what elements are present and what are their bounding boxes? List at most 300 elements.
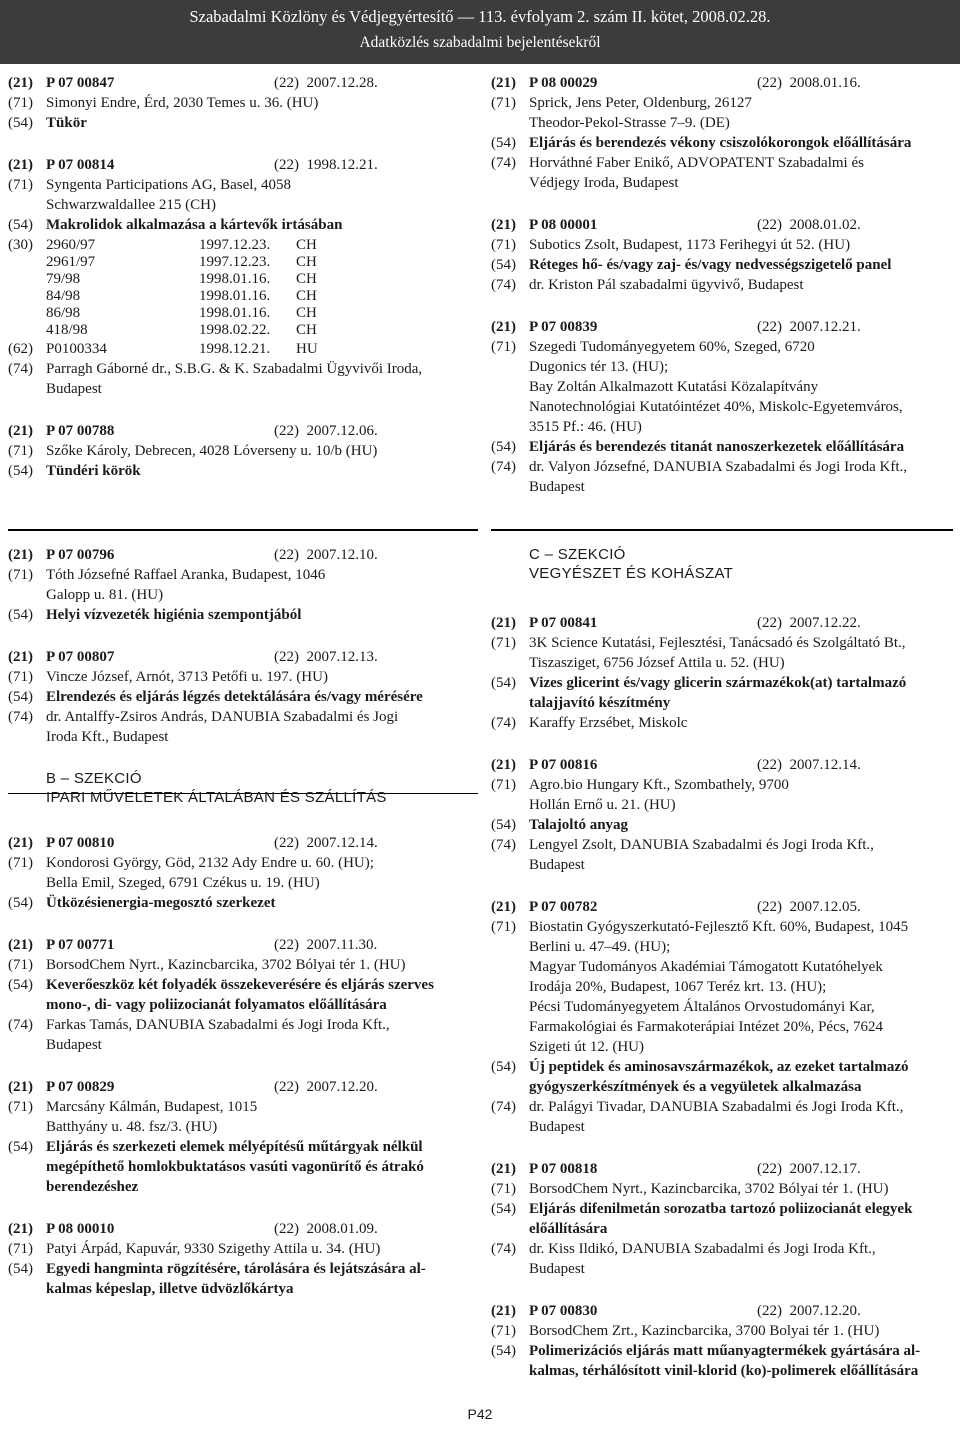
application-number: P 07 00830 bbox=[529, 1303, 598, 1319]
field-row bbox=[491, 133, 960, 153]
field-row bbox=[491, 673, 960, 713]
field-row bbox=[491, 917, 960, 1057]
patent-entry bbox=[8, 833, 478, 913]
filing-date: 2007.12.05. bbox=[789, 899, 861, 915]
priority-item bbox=[46, 271, 478, 288]
filing-date-group bbox=[274, 157, 378, 173]
field-row bbox=[491, 255, 960, 275]
application-row bbox=[8, 1077, 478, 1097]
field-text bbox=[46, 1239, 478, 1259]
patent-entry bbox=[8, 935, 478, 1055]
field-code: (21) bbox=[8, 157, 33, 173]
application-row bbox=[8, 1219, 478, 1239]
field-code: (22) bbox=[757, 319, 782, 335]
section-name: IPARI MŰVELETEK ÁLTALÁBAN ÉS SZÁLLÍTÁS bbox=[46, 789, 387, 806]
field-code: (54) bbox=[8, 217, 33, 233]
field-row bbox=[491, 275, 960, 295]
field-text bbox=[529, 897, 960, 917]
application-number: P 07 00796 bbox=[46, 547, 115, 563]
application-row bbox=[8, 833, 478, 853]
field-row bbox=[8, 893, 478, 913]
field-row bbox=[491, 1239, 960, 1279]
field-row bbox=[8, 955, 478, 975]
field-line: dr. Valyon Józsefné, DANUBIA Szabadalmi és Jogi Iroda Kft., bbox=[529, 459, 907, 475]
field-line: Budapest bbox=[46, 1037, 102, 1053]
field-line: Helyi vízvezeték higiénia szempontjából bbox=[46, 607, 302, 623]
priority-date: 1998.01.16. bbox=[199, 288, 271, 304]
priority-number: 84/98 bbox=[46, 288, 81, 304]
field-line: Bella Emil, Szeged, 6791 Czékus u. 19. (HU) bbox=[46, 875, 320, 891]
patent-entry bbox=[491, 897, 960, 1137]
field-text bbox=[529, 457, 960, 497]
field-row bbox=[491, 815, 960, 835]
field-code: (54) bbox=[491, 257, 516, 273]
field-code: (71) bbox=[491, 919, 516, 935]
field-code: (54) bbox=[491, 439, 516, 455]
field-line: Egyedi hangminta rögzítésére, tárolására és lejátszására al- bbox=[46, 1261, 426, 1277]
field-row bbox=[8, 175, 478, 215]
field-code: (22) bbox=[274, 547, 299, 563]
field-row bbox=[491, 713, 960, 733]
field-text bbox=[529, 613, 960, 633]
field-text bbox=[529, 1097, 960, 1137]
field-line: Réteges hő- és/vagy zaj- és/vagy nedvességszigetelő panel bbox=[529, 257, 892, 273]
field-line: Subotics Zsolt, Budapest, 1173 Ferihegyi út 52. (HU) bbox=[529, 237, 851, 253]
field-code: (71) bbox=[491, 1323, 516, 1339]
field-line: talajjavító készítmény bbox=[529, 695, 671, 711]
application-row bbox=[491, 613, 960, 633]
field-code: (21) bbox=[8, 1221, 33, 1237]
left-column-bottom bbox=[8, 545, 478, 1321]
field-code: (54) bbox=[8, 977, 33, 993]
field-text bbox=[46, 935, 478, 955]
filing-date-group bbox=[274, 1221, 378, 1237]
patent-entry bbox=[8, 421, 478, 481]
priority-country: CH bbox=[296, 305, 317, 321]
filing-date: 2007.11.30. bbox=[306, 937, 378, 953]
application-row bbox=[8, 155, 478, 175]
filing-date-group bbox=[757, 1303, 861, 1319]
field-code: (74) bbox=[491, 155, 516, 171]
application-row bbox=[8, 73, 478, 93]
field-line: Elrendezés és eljárás légzés detektálására és/vagy mérésére bbox=[46, 689, 423, 705]
field-code: (21) bbox=[491, 899, 516, 915]
field-line: dr. Kiss Ildikó, DANUBIA Szabadalmi és Jogi Iroda Kft., bbox=[529, 1241, 876, 1257]
priority-country: CH bbox=[296, 254, 317, 270]
field-code: (62) bbox=[8, 341, 33, 357]
field-line: Dugonics tér 13. (HU); bbox=[529, 359, 669, 375]
field-line: Schwarzwaldallee 215 (CH) bbox=[46, 197, 216, 213]
field-line: Talajoltó anyag bbox=[529, 817, 629, 833]
field-text bbox=[529, 337, 960, 437]
field-line: Szegedi Tudományegyetem 60%, Szeged, 6720 bbox=[529, 339, 815, 355]
field-code: (22) bbox=[274, 835, 299, 851]
field-text bbox=[46, 545, 478, 565]
field-line: Budapest bbox=[529, 479, 585, 495]
field-text bbox=[529, 275, 960, 295]
field-code: (54) bbox=[491, 675, 516, 691]
field-line: Horváthné Faber Enikő, ADVOPATENT Szabadalmi és bbox=[529, 155, 864, 171]
field-code: (54) bbox=[8, 689, 33, 705]
field-line: Eljárás difenilmetán sorozatba tartozó poliizocianát elegyek bbox=[529, 1201, 913, 1217]
invention-title bbox=[529, 1057, 960, 1097]
right-column-bottom bbox=[491, 545, 960, 1403]
application-number: P 08 00010 bbox=[46, 1221, 115, 1237]
invention-title bbox=[529, 673, 960, 713]
field-code: (54) bbox=[491, 1343, 516, 1359]
field-text bbox=[529, 93, 960, 133]
field-row bbox=[8, 1239, 478, 1259]
field-row bbox=[8, 1137, 478, 1197]
field-row bbox=[8, 565, 478, 605]
filing-date-group bbox=[757, 757, 861, 773]
field-row bbox=[8, 359, 478, 399]
invention-title bbox=[46, 215, 478, 235]
filing-date-group bbox=[757, 1161, 861, 1177]
field-row bbox=[491, 835, 960, 875]
field-line: Tükör bbox=[46, 115, 87, 131]
patent-entry bbox=[491, 215, 960, 295]
invention-title bbox=[46, 461, 478, 481]
application-number: P 07 00814 bbox=[46, 157, 115, 173]
field-text bbox=[46, 833, 478, 853]
application-row bbox=[491, 1301, 960, 1321]
field-code: (21) bbox=[8, 649, 33, 665]
priority-country: CH bbox=[296, 237, 317, 253]
filing-date-group bbox=[274, 1079, 378, 1095]
application-number: P 07 00818 bbox=[529, 1161, 598, 1177]
pct-number: P0100334 bbox=[46, 341, 107, 357]
field-line: Bay Zoltán Alkalmazott Kutatási Közalapítvány bbox=[529, 379, 819, 395]
journal-title: Szabadalmi Közlöny és Védjegyértesítő — 113. évfolyam 2. szám II. kötet, 2008.02.28. bbox=[189, 7, 771, 26]
field-line: Biostatin Gyógyszerkutató-Fejlesztő Kft. 60%, Budapest, 1045 bbox=[529, 919, 909, 935]
field-line: Theodor-Pekol-Strasse 7–9. (DE) bbox=[529, 115, 730, 131]
filing-date: 2007.12.20. bbox=[789, 1303, 861, 1319]
field-code: (21) bbox=[491, 757, 516, 773]
field-row bbox=[491, 153, 960, 193]
field-code: (71) bbox=[491, 339, 516, 355]
field-line: Patyi Árpád, Kapuvár, 9330 Szigethy Attila u. 34. (HU) bbox=[46, 1241, 381, 1257]
application-number: P 08 00029 bbox=[529, 75, 598, 91]
filing-date-group bbox=[757, 75, 861, 91]
filing-date: 2007.12.13. bbox=[306, 649, 378, 665]
application-number: P 07 00829 bbox=[46, 1079, 115, 1095]
field-text bbox=[529, 755, 960, 775]
field-code: (22) bbox=[274, 157, 299, 173]
priority-country: CH bbox=[296, 322, 317, 338]
field-row bbox=[8, 1015, 478, 1055]
field-line: dr. Palágyi Tivadar, DANUBIA Szabadalmi és Jogi Iroda Kft., bbox=[529, 1099, 904, 1115]
field-line: dr. Antalffy-Zsiros András, DANUBIA Szabadalmi és Jogi bbox=[46, 709, 399, 725]
field-code: (71) bbox=[8, 567, 33, 583]
patent-entry bbox=[8, 1077, 478, 1197]
field-line: Hollán Ernő u. 21. (HU) bbox=[529, 797, 676, 813]
field-row bbox=[8, 667, 478, 687]
field-line: Simonyi Endre, Érd, 2030 Temes u. 36. (HU) bbox=[46, 95, 319, 111]
field-code: (22) bbox=[274, 1221, 299, 1237]
application-number: P 07 00816 bbox=[529, 757, 598, 773]
field-line: Lengyel Zsolt, DANUBIA Szabadalmi és Jogi Iroda Kft., bbox=[529, 837, 874, 853]
filing-date: 2007.12.17. bbox=[789, 1161, 861, 1177]
invention-title bbox=[46, 1259, 478, 1299]
patent-entry bbox=[8, 155, 478, 399]
filing-date-group bbox=[274, 423, 378, 439]
field-row bbox=[491, 1179, 960, 1199]
invention-title bbox=[46, 687, 478, 707]
field-line: Szőke Károly, Debrecen, 4028 Lóverseny u. 10/b (HU) bbox=[46, 443, 378, 459]
field-line: Karaffy Erzsébet, Miskolc bbox=[529, 715, 688, 731]
field-line: 3K Science Kutatási, Fejlesztési, Tanácsadó és Szolgáltató Bt., bbox=[529, 635, 906, 651]
field-row bbox=[8, 441, 478, 461]
field-line: Ütközésienergia-megosztó szerkezet bbox=[46, 895, 276, 911]
invention-title bbox=[529, 437, 960, 457]
priority-date: 1997.12.23. bbox=[199, 254, 271, 270]
field-line: Farkas Tamás, DANUBIA Szabadalmi és Jogi Iroda Kft., bbox=[46, 1017, 390, 1033]
filing-date: 2007.12.21. bbox=[789, 319, 861, 335]
field-code: (22) bbox=[757, 1161, 782, 1177]
field-row bbox=[8, 975, 478, 1015]
field-code: (54) bbox=[8, 895, 33, 911]
field-code: (54) bbox=[491, 817, 516, 833]
field-code: (71) bbox=[491, 777, 516, 793]
field-code: (54) bbox=[8, 115, 33, 131]
field-line: Nanotechnológiai Kutatóintézet 40%, Miskolc-Egyetemváros, bbox=[529, 399, 903, 415]
field-line: Új peptidek és aminosavszármazékok, az ezeket tartalmazó bbox=[529, 1059, 909, 1075]
priority-item bbox=[46, 237, 478, 254]
field-row bbox=[491, 437, 960, 457]
field-text bbox=[529, 835, 960, 875]
field-line: Eljárás és berendezés vékony csiszolókorongok előállítására bbox=[529, 135, 912, 151]
field-code: (21) bbox=[8, 423, 33, 439]
field-text bbox=[529, 775, 960, 815]
application-row bbox=[491, 317, 960, 337]
filing-date: 2007.12.22. bbox=[789, 615, 861, 631]
field-row bbox=[491, 1199, 960, 1239]
field-text bbox=[46, 1097, 478, 1137]
field-code: (54) bbox=[491, 1059, 516, 1075]
field-code: (22) bbox=[757, 899, 782, 915]
field-text bbox=[529, 317, 960, 337]
field-line: Marcsány Kálmán, Budapest, 1015 bbox=[46, 1099, 258, 1115]
field-line: Szigeti út 12. (HU) bbox=[529, 1039, 644, 1055]
invention-title bbox=[46, 605, 478, 625]
field-text bbox=[46, 647, 478, 667]
field-code: (74) bbox=[491, 277, 516, 293]
field-code: (71) bbox=[491, 95, 516, 111]
field-line: BorsodChem Zrt., Kazincbarcika, 3700 Bolyai tér 1. (HU) bbox=[529, 1323, 880, 1339]
field-line: Farmakológiai és Farmakoterápiai Intézet 20%, Pécs, 7624 bbox=[529, 1019, 884, 1035]
field-code: (21) bbox=[8, 75, 33, 91]
patent-entry bbox=[8, 647, 478, 747]
field-line: BorsodChem Nyrt., Kazincbarcika, 3702 Bólyai tér 1. (HU) bbox=[529, 1181, 889, 1197]
field-line: Agro.bio Hungary Kft., Szombathely, 9700 bbox=[529, 777, 789, 793]
field-line: Kondorosi György, Göd, 2132 Ady Endre u. 60. (HU); bbox=[46, 855, 374, 871]
priority-date: 1998.01.16. bbox=[199, 305, 271, 321]
field-text bbox=[529, 235, 960, 255]
field-code: (74) bbox=[491, 715, 516, 731]
field-text bbox=[529, 1321, 960, 1341]
field-code: (22) bbox=[274, 423, 299, 439]
field-line: Budapest bbox=[529, 1261, 585, 1277]
field-row bbox=[491, 775, 960, 815]
field-text bbox=[46, 667, 478, 687]
application-row bbox=[8, 935, 478, 955]
field-row bbox=[8, 113, 478, 133]
filing-date: 2008.01.02. bbox=[789, 217, 861, 233]
field-code: (74) bbox=[491, 837, 516, 853]
invention-title bbox=[529, 255, 960, 275]
field-line: kalmas képeslap, illetve üdvözlőkártya bbox=[46, 1281, 294, 1297]
filing-date: 2007.12.14. bbox=[306, 835, 378, 851]
section-heading-b bbox=[46, 769, 478, 807]
filing-date: 2007.12.10. bbox=[306, 547, 378, 563]
field-row bbox=[491, 337, 960, 437]
field-code: (74) bbox=[8, 361, 33, 377]
column-divider bbox=[491, 529, 953, 531]
filing-date-group bbox=[757, 615, 861, 631]
field-text bbox=[529, 1179, 960, 1199]
field-line: Parragh Gáborné dr., S.B.G. & K. Szabadalmi Ügyvivői Iroda, bbox=[46, 361, 423, 377]
column-divider bbox=[8, 529, 478, 531]
field-text bbox=[46, 93, 478, 113]
filing-date: 2007.12.20. bbox=[306, 1079, 378, 1095]
field-row bbox=[8, 93, 478, 113]
filing-date-group bbox=[274, 75, 378, 91]
field-code: (54) bbox=[491, 1201, 516, 1217]
field-line: Eljárás és berendezés titanát nanoszerkezetek előállítására bbox=[529, 439, 905, 455]
field-code: (71) bbox=[491, 1181, 516, 1197]
field-code: (21) bbox=[491, 217, 516, 233]
field-code: (22) bbox=[274, 937, 299, 953]
field-row bbox=[491, 93, 960, 133]
field-line: Polimerizációs eljárás matt műanyagtermékek gyártására al- bbox=[529, 1343, 921, 1359]
invention-title bbox=[529, 1199, 960, 1239]
field-text bbox=[46, 1219, 478, 1239]
field-row bbox=[491, 1321, 960, 1341]
field-row bbox=[8, 461, 478, 481]
field-line: Iroda Kft., Budapest bbox=[46, 729, 169, 745]
field-text bbox=[46, 1015, 478, 1055]
application-number: P 07 00788 bbox=[46, 423, 115, 439]
field-code: (21) bbox=[491, 75, 516, 91]
field-line: Batthyány u. 48. fsz/3. (HU) bbox=[46, 1119, 218, 1135]
application-number: P 07 00839 bbox=[529, 319, 598, 335]
field-text bbox=[46, 955, 478, 975]
field-code: (71) bbox=[8, 855, 33, 871]
field-code: (71) bbox=[491, 237, 516, 253]
field-code: (21) bbox=[491, 1161, 516, 1177]
field-code: (74) bbox=[491, 1099, 516, 1115]
field-code: (71) bbox=[8, 177, 33, 193]
field-line: mono-, di- vagy poliizocianát folyamatos előállítására bbox=[46, 997, 387, 1013]
filing-date: 2007.12.28. bbox=[306, 75, 378, 91]
filing-date-group bbox=[757, 899, 861, 915]
field-line: Makrolidok alkalmazása a kártevők irtásában bbox=[46, 217, 343, 233]
field-code: (22) bbox=[757, 615, 782, 631]
field-row bbox=[8, 1259, 478, 1299]
field-line: kalmas, térhálósított vinil-klorid (ko)-polimerek előállítására bbox=[529, 1363, 919, 1379]
section-heading-c bbox=[529, 545, 960, 583]
patent-entry bbox=[8, 1219, 478, 1299]
field-code: (22) bbox=[757, 757, 782, 773]
field-code: (21) bbox=[491, 319, 516, 335]
field-line: Tiszasziget, 6756 József Attila u. 52. (HU) bbox=[529, 655, 785, 671]
application-number: P 08 00001 bbox=[529, 217, 598, 233]
application-row bbox=[491, 73, 960, 93]
field-line: Berlini u. 47–49. (HU); bbox=[529, 939, 671, 955]
field-code: (21) bbox=[491, 615, 516, 631]
field-line: dr. Kriston Pál szabadalmi ügyvivő, Budapest bbox=[529, 277, 804, 293]
field-row bbox=[8, 707, 478, 747]
field-code: (22) bbox=[274, 1079, 299, 1095]
field-line: Magyar Tudományos Akadémiai Támogatott Kutatóhelyek bbox=[529, 959, 883, 975]
field-code: (22) bbox=[274, 75, 299, 91]
invention-title bbox=[46, 1137, 478, 1197]
field-code: (21) bbox=[491, 1303, 516, 1319]
right-column-top bbox=[491, 73, 960, 519]
field-text bbox=[46, 421, 478, 441]
field-row bbox=[8, 687, 478, 707]
field-code: (71) bbox=[8, 1099, 33, 1115]
patent-entry bbox=[491, 317, 960, 497]
patent-entry bbox=[491, 1301, 960, 1381]
priority-number: 79/98 bbox=[46, 271, 81, 287]
field-code: (54) bbox=[8, 1261, 33, 1277]
filing-date: 2007.12.06. bbox=[306, 423, 378, 439]
field-code: (71) bbox=[8, 957, 33, 973]
application-number: P 07 00771 bbox=[46, 937, 115, 953]
field-line: Budapest bbox=[529, 1119, 585, 1135]
field-row bbox=[491, 1097, 960, 1137]
field-row bbox=[8, 853, 478, 893]
field-line: berendezéshez bbox=[46, 1179, 139, 1195]
field-text bbox=[46, 175, 478, 215]
field-row bbox=[8, 1097, 478, 1137]
field-line: Keverőeszköz két folyadék összekeverésére és eljárás szerves bbox=[46, 977, 434, 993]
filing-date-group bbox=[274, 937, 377, 953]
priority-item bbox=[46, 254, 478, 271]
field-line: Tóth Józsefné Raffael Aranka, Budapest, 1046 bbox=[46, 567, 326, 583]
application-row bbox=[491, 755, 960, 775]
section-name: VEGYÉSZET ÉS KOHÁSZAT bbox=[529, 565, 734, 582]
field-row bbox=[8, 215, 478, 235]
field-code: (22) bbox=[757, 1303, 782, 1319]
field-code: (21) bbox=[8, 835, 33, 851]
field-text bbox=[529, 1239, 960, 1279]
filing-date: 2008.01.16. bbox=[789, 75, 861, 91]
priority-number: 2961/97 bbox=[46, 254, 96, 270]
application-row bbox=[8, 421, 478, 441]
application-row bbox=[491, 215, 960, 235]
section-title: Adatközlés szabadalmi bejelentésekről bbox=[359, 34, 601, 51]
field-line: Sprick, Jens Peter, Oldenburg, 26127 bbox=[529, 95, 752, 111]
field-text bbox=[529, 917, 960, 1057]
filing-date-group bbox=[757, 319, 861, 335]
field-code: (54) bbox=[8, 463, 33, 479]
priority-country: CH bbox=[296, 271, 317, 287]
patent-entry bbox=[491, 755, 960, 875]
application-row bbox=[491, 1159, 960, 1179]
priority-item bbox=[46, 288, 478, 305]
field-line: megépíthető homlokbuktatásos vasúti vagonürítő és átrakó bbox=[46, 1159, 424, 1175]
page-header bbox=[0, 0, 960, 64]
field-text bbox=[46, 707, 478, 747]
field-text bbox=[46, 441, 478, 461]
field-text bbox=[46, 853, 478, 893]
field-line: Vizes glicerint és/vagy glicerin származékok(at) tartalmazó bbox=[529, 675, 907, 691]
filing-date-group bbox=[274, 547, 378, 563]
priority-number: 2960/97 bbox=[46, 237, 96, 253]
